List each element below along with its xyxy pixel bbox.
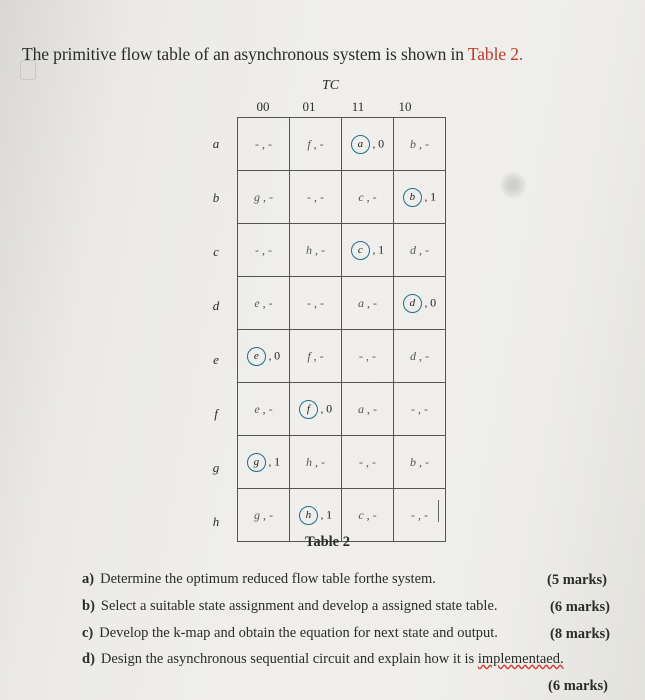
output-value: -	[320, 295, 324, 310]
next-state: b	[410, 136, 416, 151]
row-header: f	[214, 406, 218, 421]
table-cell	[290, 277, 342, 330]
row-header: h	[212, 514, 220, 529]
output-value: -	[319, 348, 324, 363]
output-value: -	[424, 401, 428, 416]
question-marks: (6 marks)	[548, 678, 609, 694]
next-state: a	[358, 401, 364, 416]
separator: ,	[416, 136, 425, 151]
output-value: 1	[274, 453, 281, 468]
separator: ,	[363, 189, 373, 204]
next-state: f	[307, 136, 311, 151]
next-state: e	[254, 401, 260, 416]
column-header: 01	[302, 99, 316, 114]
output-value: -	[425, 348, 429, 363]
table-cell	[290, 171, 342, 224]
next-state: -	[411, 401, 415, 416]
table-cell	[290, 330, 342, 383]
separator: ,	[364, 295, 373, 310]
output-value: -	[424, 507, 428, 522]
next-state: -	[307, 189, 311, 204]
separator: ,	[416, 454, 425, 469]
smudge	[500, 172, 526, 198]
output-value: -	[372, 454, 376, 469]
separator: ,	[415, 507, 424, 522]
next-state: h	[306, 454, 312, 469]
column-header: 11	[351, 99, 365, 114]
question-text: Select a suitable state assignment and develop a assigned state table.	[100, 598, 498, 614]
table-cell	[238, 436, 290, 489]
output-value: 1	[378, 241, 385, 256]
output-value: -	[373, 295, 377, 310]
table-cell	[342, 436, 394, 489]
output-value: 0	[274, 347, 281, 362]
next-state: -	[255, 136, 259, 151]
next-state: -	[411, 507, 415, 522]
table-row	[238, 330, 446, 383]
output-value: -	[372, 189, 377, 204]
table-cell	[394, 118, 446, 171]
output-value: -	[321, 454, 325, 469]
table-cell	[342, 383, 394, 436]
intro-text	[22, 44, 622, 65]
output-value: 1	[326, 506, 333, 521]
separator: ,	[259, 401, 269, 416]
table-cell	[342, 171, 394, 224]
table-cell	[290, 224, 342, 277]
question-label: d)	[82, 651, 95, 667]
table-row	[238, 277, 446, 330]
group-header: TC	[322, 78, 340, 93]
table-cell	[238, 224, 290, 277]
table-cell	[342, 224, 394, 277]
separator: ,	[363, 454, 372, 469]
separator: ,	[265, 349, 275, 362]
separator: ,	[259, 242, 268, 257]
output-value: -	[425, 242, 429, 257]
separator: ,	[260, 189, 269, 204]
question-label: b)	[82, 598, 95, 614]
next-state: d	[410, 242, 416, 257]
separator: ,	[415, 401, 424, 416]
table-cell	[238, 330, 290, 383]
question-d	[82, 651, 564, 668]
row-header: g	[212, 460, 220, 475]
table-cell	[290, 436, 342, 489]
separator: ,	[416, 242, 425, 257]
separator: ,	[363, 348, 372, 363]
table-cell	[394, 171, 446, 224]
separator: ,	[260, 507, 269, 522]
next-state: c	[358, 507, 364, 522]
table-cell	[394, 277, 446, 330]
question-marks: (8 marks)	[550, 626, 611, 642]
output-value: -	[269, 507, 273, 522]
output-value: -	[319, 136, 324, 151]
question-label: a)	[82, 571, 95, 587]
table-reference: Table 2.	[467, 44, 524, 64]
separator: ,	[363, 507, 373, 522]
stable-state-circle: d	[403, 294, 422, 313]
table-row	[238, 383, 446, 436]
output-value: -	[425, 454, 429, 469]
table-caption: Table 2	[305, 534, 350, 550]
separator: ,	[369, 243, 379, 256]
output-value: -	[268, 401, 273, 416]
separator: ,	[317, 402, 327, 415]
primitive-flow-table	[237, 117, 446, 542]
separator: ,	[364, 401, 373, 416]
table-cell	[238, 489, 290, 542]
column-header: 00	[256, 99, 270, 114]
table-cell	[290, 383, 342, 436]
table-cell	[394, 224, 446, 277]
separator: ,	[421, 296, 431, 309]
separator: ,	[312, 454, 321, 469]
intro-sentence: The primitive flow table of an asynchronous system is shown in	[22, 44, 468, 64]
table-row	[238, 224, 446, 277]
next-state: h	[306, 242, 312, 257]
stable-state-circle: c	[351, 241, 370, 260]
table-row	[238, 171, 446, 224]
next-state: b	[410, 454, 416, 469]
table-row	[238, 436, 446, 489]
column-header: 10	[398, 99, 412, 114]
output-value: -	[425, 136, 429, 151]
question-label: c)	[82, 625, 94, 641]
next-state: -	[255, 242, 259, 257]
separator: ,	[416, 348, 425, 363]
output-value: 0	[326, 400, 333, 415]
output-value: 0	[378, 135, 385, 150]
pen-mark	[438, 500, 439, 522]
next-state: d	[410, 348, 416, 363]
next-state: a	[358, 295, 364, 310]
question-marks: (6 marks)	[550, 599, 611, 615]
row-header: d	[212, 298, 220, 313]
separator: ,	[317, 508, 327, 521]
output-value: 1	[430, 188, 437, 203]
next-state: -	[307, 295, 311, 310]
question-marks: (5 marks)	[547, 572, 608, 588]
output-value: -	[373, 401, 377, 416]
output-value: -	[320, 189, 324, 204]
separator: ,	[311, 295, 320, 310]
stable-state-circle: f	[299, 400, 318, 419]
separator: ,	[259, 295, 269, 310]
output-value: -	[268, 242, 272, 257]
separator: ,	[259, 136, 268, 151]
next-state: c	[358, 189, 364, 204]
table-cell	[342, 118, 394, 171]
next-state: f	[307, 348, 311, 363]
question-c	[82, 625, 498, 642]
stable-state-circle: g	[247, 453, 266, 472]
table-cell	[238, 118, 290, 171]
output-value: -	[321, 242, 325, 257]
output-value: -	[269, 189, 273, 204]
next-state: -	[359, 454, 363, 469]
row-header: c	[213, 244, 219, 259]
next-state: -	[359, 348, 363, 363]
question-text: Develop the k-map and obtain the equation for next state and output.	[99, 625, 498, 641]
misspelled-word: implementaed.	[477, 651, 564, 667]
next-state: e	[254, 295, 260, 310]
table-cell	[238, 171, 290, 224]
separator: ,	[369, 137, 379, 150]
output-value: -	[372, 348, 376, 363]
table-cell	[342, 277, 394, 330]
table-cell	[394, 383, 446, 436]
row-header: b	[212, 190, 220, 205]
output-value: -	[372, 507, 377, 522]
output-value: -	[268, 295, 273, 310]
table-cell	[394, 436, 446, 489]
next-state: g	[254, 507, 260, 522]
separator: ,	[310, 348, 320, 363]
next-state: g	[254, 189, 260, 204]
table-cell	[342, 330, 394, 383]
table-cell	[394, 330, 446, 383]
stable-state-circle: a	[351, 135, 370, 154]
table-cell	[290, 118, 342, 171]
stable-state-circle: e	[247, 347, 266, 366]
question-b	[82, 598, 498, 615]
row-header: e	[213, 352, 219, 367]
separator: ,	[265, 455, 275, 468]
separator: ,	[312, 242, 321, 257]
table-cell	[238, 383, 290, 436]
stable-state-circle: b	[403, 188, 422, 207]
table-cell	[238, 277, 290, 330]
table-row	[238, 118, 446, 171]
question-text: Determine the optimum reduced flow table forthe system.	[100, 571, 436, 587]
separator: ,	[421, 190, 431, 203]
separator: ,	[310, 136, 320, 151]
output-value: 0	[430, 294, 437, 309]
output-value: -	[268, 136, 272, 151]
stable-state-circle: h	[299, 506, 318, 525]
row-header: a	[212, 136, 220, 151]
separator: ,	[311, 189, 320, 204]
question-text: Design the asynchronous sequential circuit and explain how it is	[100, 651, 478, 667]
question-a	[82, 571, 436, 588]
